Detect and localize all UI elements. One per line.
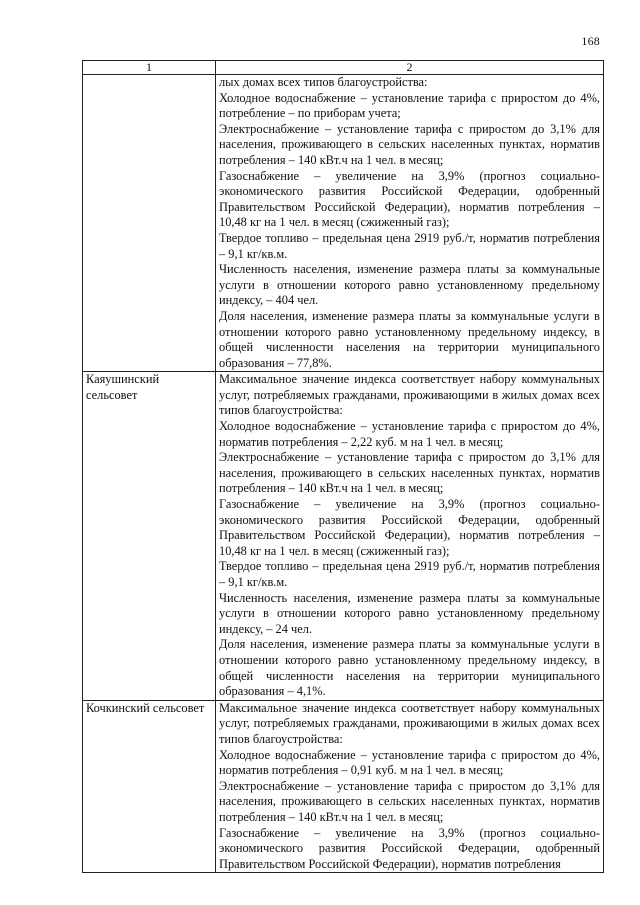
paragraph: Электроснабжение – установление тарифа с приростом до 3,1% для населения, проживающего в сельских населенных пунктах, норматив потребления – 140 кВт.ч на 1 чел. в месяц;	[219, 450, 600, 496]
table-row	[83, 372, 604, 700]
municipality-name-cell: Кочкинский сельсовет	[83, 700, 216, 873]
table-header-row	[83, 61, 604, 75]
description-cell	[216, 700, 604, 873]
paragraph: Численность населения, изменение размера платы за коммунальные услуги в отношении которого равно установленному предельному индексу, – 24 чел.	[219, 590, 600, 636]
column-header-2: 2	[216, 61, 604, 75]
column-header-1: 1	[83, 61, 216, 75]
paragraph: Газоснабжение – увеличение на 3,9% (прогноз социально-экономического развития Российской Федерации, одобренный Правительством Российской Федерации), норматив потребления	[219, 825, 600, 871]
paragraph: Доля населения, изменение размера платы за коммунальные услуги в отношении которого равно установленному предельному индексу, в общей численности населения на территории муниципального образования – 4,1%.	[219, 637, 600, 699]
paragraph: Холодное водоснабжение – установление тарифа с приростом до 4%, потребление – по приборам учета;	[219, 90, 600, 121]
paragraph: Газоснабжение – увеличение на 3,9% (прогноз социально-экономического развития Российской Федерации, одобренный Правительством Российской Федерации), норматив потребления – 10,48 кг на 1 чел. в месяц (сжиженный газ);	[219, 168, 600, 230]
paragraph: Холодное водоснабжение – установление тарифа с приростом до 4%, норматив потребления – 2,22 куб. м на 1 чел. в месяц;	[219, 419, 600, 449]
page-number: 168	[581, 34, 600, 48]
paragraph: Численность населения, изменение размера платы за коммунальные услуги в отношении которого равно установленному предельному индексу, – 404 чел.	[219, 262, 600, 308]
description-cell	[216, 372, 604, 700]
municipality-name-cell: Каяушинский сельсовет	[83, 372, 216, 700]
table-row	[83, 700, 604, 873]
table-row	[83, 75, 604, 372]
description-cell	[216, 75, 604, 372]
paragraph: Максимальное значение индекса соответствует набору коммунальных услуг, потребляемых гражданами, проживающими в жилых домах всех типов благоустройства:	[219, 372, 600, 418]
paragraph: Электроснабжение – установление тарифа с приростом до 3,1% для населения, проживающего в сельских населенных пунктах, норматив потребления – 140 кВт.ч на 1 чел. в месяц;	[219, 778, 600, 824]
paragraph: Твердое топливо – предельная цена 2919 руб./т, норматив потребления – 9,1 кг/кв.м.	[219, 559, 600, 589]
paragraph: Холодное водоснабжение – установление тарифа с приростом до 4%, норматив потребления – 0,91 куб. м на 1 чел. в месяц;	[219, 747, 600, 778]
paragraph: Доля населения, изменение размера платы за коммунальные услуги в отношении которого равно установленному предельному индексу, в общей численности населения на территории муниципального образования – 77,8%.	[219, 308, 600, 370]
paragraph: Электроснабжение – установление тарифа с приростом до 3,1% для населения, проживающего в сельских населенных пунктах, норматив потребления – 140 кВт.ч на 1 чел. в месяц;	[219, 121, 600, 167]
paragraph: лых домах всех типов благоустройства:	[219, 75, 428, 89]
municipality-name-cell	[83, 75, 216, 372]
paragraph: Твердое топливо – предельная цена 2919 руб./т, норматив потребления – 9,1 кг/кв.м.	[219, 230, 600, 261]
paragraph: Газоснабжение – увеличение на 3,9% (прогноз социально-экономического развития Российской Федерации, одобренный Правительством Российской Федерации), норматив потребления – 10,48 кг на 1 чел. в месяц (сжиженный газ);	[219, 497, 600, 558]
paragraph: Максимальное значение индекса соответствует набору коммунальных услуг, потребляемых гражданами, проживающими в жилых домах всех типов благоустройства:	[219, 700, 600, 746]
municipal-index-table	[82, 60, 604, 873]
